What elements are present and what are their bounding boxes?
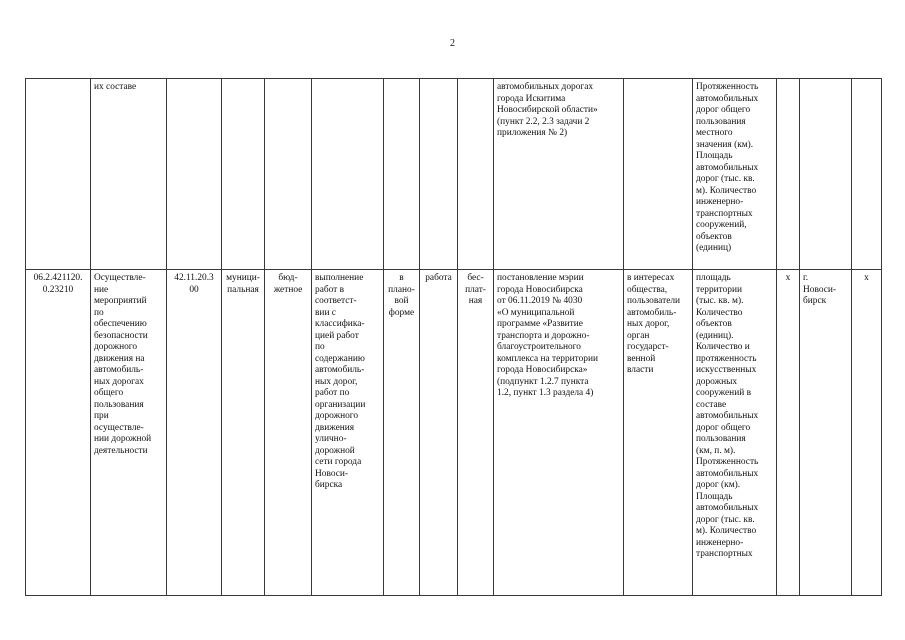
legal-basis-cell: постановление мэрии города Новосибирска от 06.11.2019 № 4030 «О муниципальной программе «Развитие транспорта и дорожно- благоустроительного комплекса на территории города Новосибирска» (подпункт 1.2.7 пункта 1.2, пункт 1.3 раздела 4) bbox=[494, 270, 624, 596]
okved-code-cell: 42.11.20.3 00 bbox=[167, 270, 222, 596]
delivery-form-cell bbox=[384, 79, 420, 270]
recipients-cell: в интересах общества, пользователи автомобиль- ных дорог, орган государст- венной власти bbox=[624, 270, 693, 596]
table-row bbox=[26, 270, 882, 596]
notes-cell bbox=[852, 79, 882, 270]
legal-basis-cell: автомобильных дорогах города Искитима Новосибирской области» (пункт 2.2, 2.3 задачи 2 приложения № 2) bbox=[494, 79, 624, 270]
registry-number-cell: 06.2.421120. 0.23210 bbox=[26, 270, 91, 596]
service-kind-cell bbox=[420, 79, 458, 270]
service-content-cell bbox=[312, 79, 384, 270]
service-name-cell: Осуществле- ние мероприятий по обеспечению безопасности дорожного движения на автомобиль- ных дорогах общего пользования при осуществле- нии дорожной деятельности bbox=[91, 270, 167, 596]
recipients-cell bbox=[624, 79, 693, 270]
service-name-cell: их составе bbox=[91, 79, 167, 270]
page-number: 2 bbox=[450, 38, 455, 49]
payment-type-cell bbox=[458, 79, 494, 270]
delivery-form-cell: в плано- вой форме bbox=[384, 270, 420, 596]
quality-indicators-cell bbox=[777, 79, 800, 270]
volume-indicators-cell: площадь территории (тыс. кв. м). Количество объектов (единиц). Количество и протяженность искусственных дорожных сооружений в составе автомобильных дорог общего пользования (км, п. м). Протяженность автомобильных дорог (км). Площадь автомобильных дорог (тыс. кв. м). Количество инженерно- транспортных bbox=[693, 270, 777, 596]
volume-indicators-cell: Протяженность автомобильных дорог общего пользования местного значения (км). Площадь автомобильных дорог (тыс. кв. м). Количество инженерно- транспортных сооружений, объектов (единиц) bbox=[693, 79, 777, 270]
registry-number-cell bbox=[26, 79, 91, 270]
location-cell: г. Новоси- бирск bbox=[800, 270, 852, 596]
service-type-cell: муници- пальная bbox=[222, 270, 265, 596]
service-type-cell bbox=[222, 79, 265, 270]
payment-type-cell: бес- плат- ная bbox=[458, 270, 494, 596]
okved-code-cell bbox=[167, 79, 222, 270]
registry-table bbox=[25, 78, 882, 596]
institution-type-cell bbox=[265, 79, 312, 270]
location-cell bbox=[800, 79, 852, 270]
service-kind-cell: работа bbox=[420, 270, 458, 596]
notes-cell: х bbox=[852, 270, 882, 596]
quality-indicators-cell: х bbox=[777, 270, 800, 596]
institution-type-cell: бюд- жетное bbox=[265, 270, 312, 596]
table-row bbox=[26, 79, 882, 270]
service-content-cell: выполнение работ в соответст- вии с классифика- цией работ по содержанию автомобиль- ных дорог, работ по организации дорожного движения улично- дорожной сети города Новоси- бирска bbox=[312, 270, 384, 596]
